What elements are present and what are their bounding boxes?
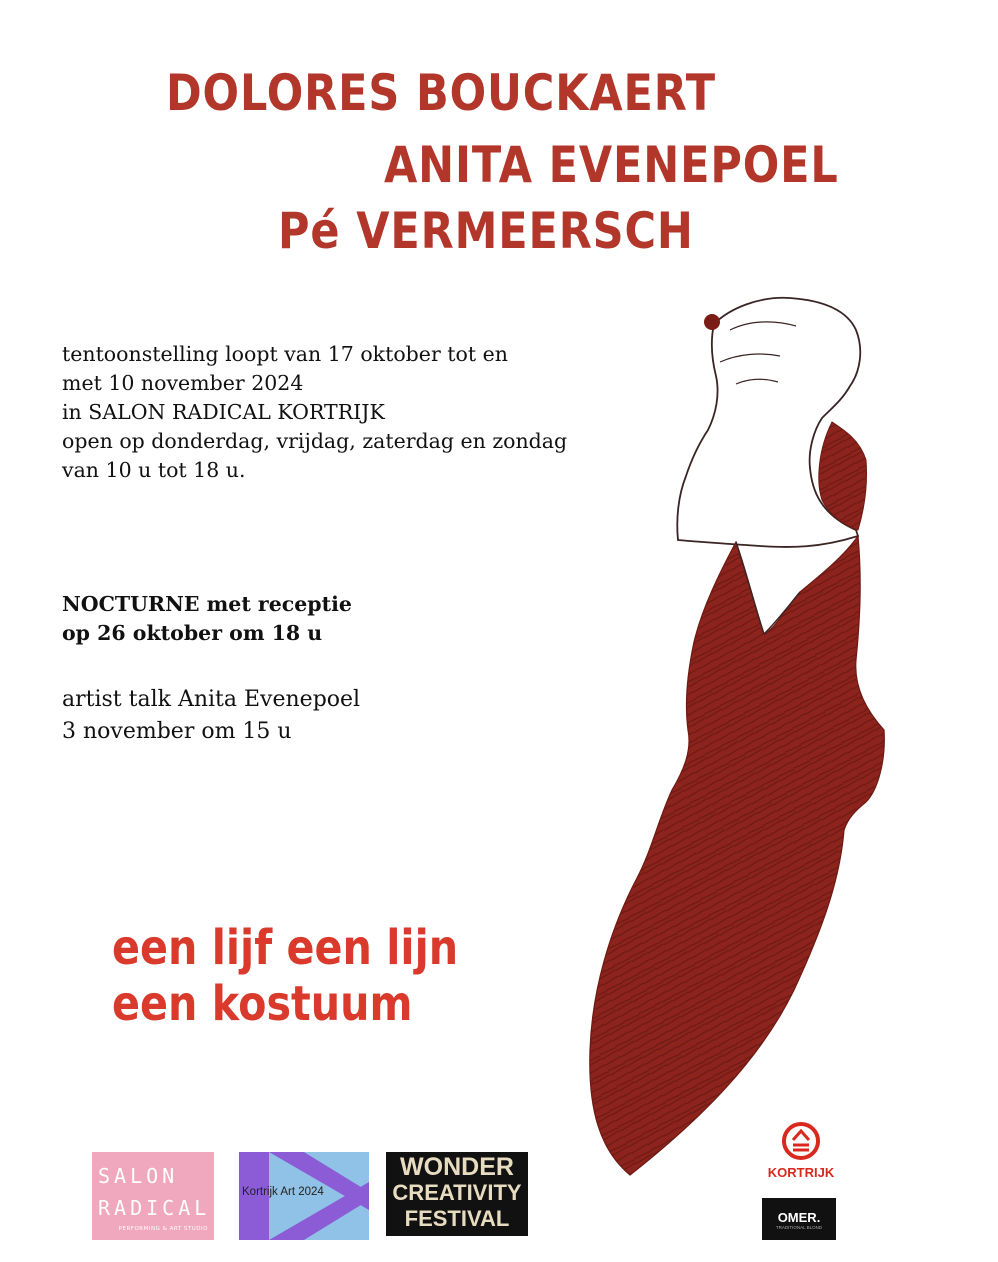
omer-logo-label: OMER. [777,1210,821,1225]
salon-radical-logo [92,1152,214,1240]
wonder-festival-logo [386,1152,528,1236]
wonder-logo-line2: CREATIVITY [392,1180,522,1205]
talk-line: artist talk Anita Evenepoel [62,687,361,712]
slogan-line: een lijf een lijn [112,920,459,976]
exhibition-line: open op donderdag, vrijdag, zaterdag en zondag [62,429,568,453]
artist-name-1: DOLORES BOUCKAERT [166,64,717,122]
nocturne-info [62,590,352,648]
exhibition-line: van 10 u tot 18 u. [62,458,246,482]
figure-illustration [560,290,900,1190]
kortrijk-art-label: Kortrijk Art 2024 [242,1186,324,1198]
exhibition-line: met 10 november 2024 [62,371,304,395]
bun-mark [704,314,720,330]
exhibition-line: in SALON RADICAL KORTRIJK [62,400,385,424]
wonder-logo-line1: WONDER [400,1153,514,1181]
omer-logo [762,1198,836,1240]
artist-name-2: ANITA EVENEPOEL [384,136,839,194]
nocturne-line: op 26 oktober om 18 u [62,621,323,645]
artist-talk-info [62,684,360,748]
slogan-line: een kostuum [112,976,413,1032]
artist-name-3: Pé VERMEERSCH [278,202,694,260]
slogan [112,920,458,1032]
exhibition-line: tentoonstelling loopt van 17 oktober tot en [62,342,508,366]
wonder-logo-line3: FESTIVAL [404,1206,510,1231]
kortrijk-art-logo [239,1152,369,1240]
kortrijk-emblem-icon [781,1120,821,1162]
salon-logo-line1: SALON [98,1164,179,1188]
nocturne-line: NOCTURNE met receptie [62,592,352,616]
talk-line: 3 november om 15 u [62,719,292,744]
kortrijk-city-logo [762,1120,840,1182]
exhibition-info [62,340,567,485]
kortrijk-city-label: KORTRIJK [767,1165,835,1180]
salon-logo-line2: RADICAL [98,1196,211,1220]
omer-logo-tagline: TRADITIONAL BLOND [775,1225,823,1230]
salon-logo-tagline: PERFORMING & ART STUDIO [118,1226,208,1232]
